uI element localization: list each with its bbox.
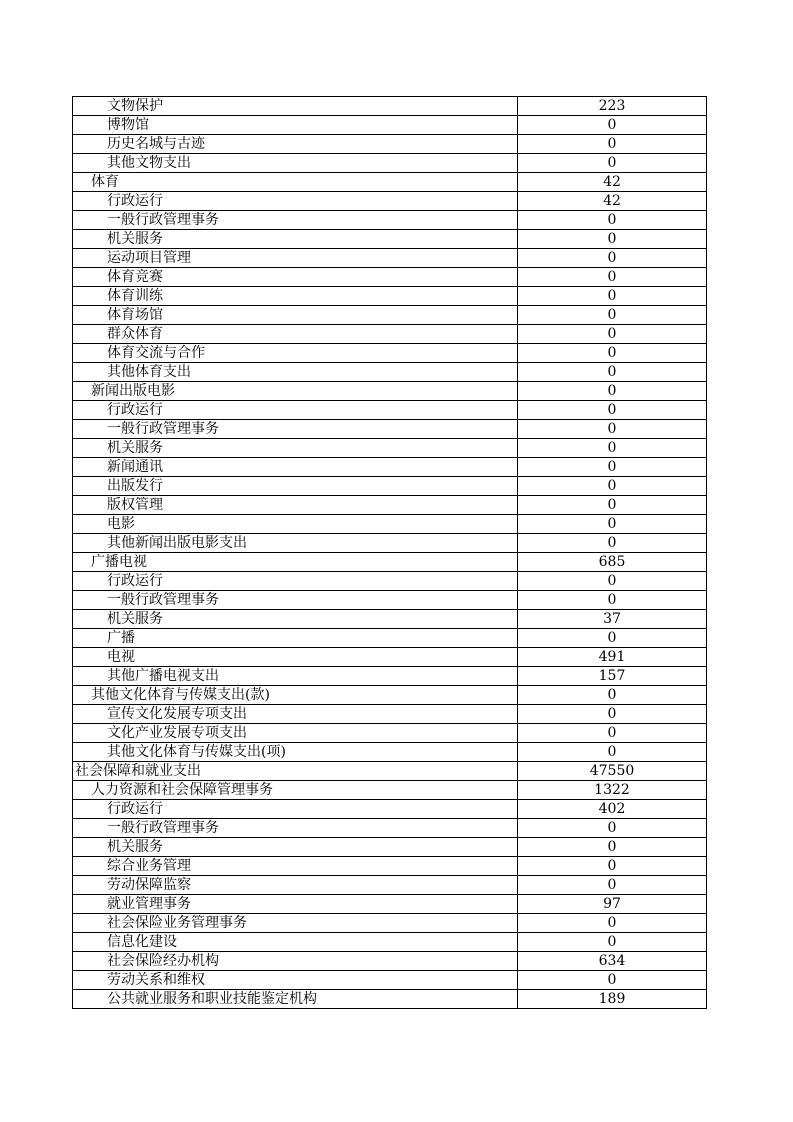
row-item-value: 42 <box>518 173 707 192</box>
table-row <box>73 173 707 192</box>
row-item-value: 491 <box>518 648 707 667</box>
row-item-name: 文物保护 <box>73 97 518 116</box>
row-item-name: 广播 <box>73 629 518 648</box>
row-item-value: 0 <box>518 743 707 762</box>
row-item-value: 0 <box>518 420 707 439</box>
row-item-name: 电影 <box>73 515 518 534</box>
row-item-name: 新闻通讯 <box>73 458 518 477</box>
table-row <box>73 743 707 762</box>
table-row <box>73 648 707 667</box>
row-item-name: 其他文化体育与传媒支出(款) <box>73 686 518 705</box>
row-item-value: 0 <box>518 933 707 952</box>
row-item-value: 47550 <box>518 762 707 781</box>
row-item-value: 0 <box>518 819 707 838</box>
row-item-value: 0 <box>518 135 707 154</box>
table-row <box>73 591 707 610</box>
row-item-value: 0 <box>518 458 707 477</box>
row-item-name: 体育场馆 <box>73 306 518 325</box>
row-item-name: 其他广播电视支出 <box>73 667 518 686</box>
row-item-value: 402 <box>518 800 707 819</box>
row-item-value: 0 <box>518 287 707 306</box>
row-item-value: 0 <box>518 344 707 363</box>
row-item-name: 文化产业发展专项支出 <box>73 724 518 743</box>
row-item-name: 行政运行 <box>73 572 518 591</box>
table-row <box>73 781 707 800</box>
row-item-name: 一般行政管理事务 <box>73 420 518 439</box>
table-row <box>73 306 707 325</box>
table-row <box>73 192 707 211</box>
row-item-name: 社会保障和就业支出 <box>73 762 518 781</box>
row-item-value: 0 <box>518 857 707 876</box>
table-row <box>73 325 707 344</box>
row-item-name: 劳动保障监察 <box>73 876 518 895</box>
table-row <box>73 515 707 534</box>
row-item-name: 一般行政管理事务 <box>73 591 518 610</box>
row-item-value: 0 <box>518 325 707 344</box>
row-item-name: 一般行政管理事务 <box>73 211 518 230</box>
row-item-value: 97 <box>518 895 707 914</box>
row-item-value: 0 <box>518 724 707 743</box>
row-item-name: 体育竞赛 <box>73 268 518 287</box>
table-row <box>73 249 707 268</box>
row-item-value: 0 <box>518 439 707 458</box>
row-item-value: 0 <box>518 154 707 173</box>
table-row <box>73 895 707 914</box>
row-item-name: 行政运行 <box>73 800 518 819</box>
row-item-name: 社会保险经办机构 <box>73 952 518 971</box>
row-item-name: 电视 <box>73 648 518 667</box>
table-row <box>73 857 707 876</box>
row-item-value: 0 <box>518 914 707 933</box>
table-row <box>73 876 707 895</box>
table-row <box>73 838 707 857</box>
table-row <box>73 268 707 287</box>
table-row <box>73 344 707 363</box>
row-item-name: 其他文化体育与传媒支出(项) <box>73 743 518 762</box>
row-item-name: 体育交流与合作 <box>73 344 518 363</box>
row-item-name: 机关服务 <box>73 838 518 857</box>
row-item-name: 机关服务 <box>73 439 518 458</box>
table-row <box>73 230 707 249</box>
row-item-value: 0 <box>518 230 707 249</box>
table-row <box>73 420 707 439</box>
row-item-name: 运动项目管理 <box>73 249 518 268</box>
table-row <box>73 116 707 135</box>
row-item-value: 0 <box>518 705 707 724</box>
table-row <box>73 439 707 458</box>
row-item-name: 综合业务管理 <box>73 857 518 876</box>
table-row <box>73 458 707 477</box>
row-item-value: 0 <box>518 268 707 287</box>
table-row <box>73 971 707 990</box>
row-item-value: 634 <box>518 952 707 971</box>
row-item-name: 历史名城与古迹 <box>73 135 518 154</box>
row-item-value: 0 <box>518 629 707 648</box>
row-item-name: 行政运行 <box>73 192 518 211</box>
row-item-name: 群众体育 <box>73 325 518 344</box>
row-item-value: 0 <box>518 686 707 705</box>
table-row <box>73 667 707 686</box>
row-item-name: 体育训练 <box>73 287 518 306</box>
row-item-value: 0 <box>518 534 707 553</box>
row-item-value: 189 <box>518 990 707 1009</box>
table-row <box>73 211 707 230</box>
row-item-name: 劳动关系和维权 <box>73 971 518 990</box>
table-row <box>73 534 707 553</box>
table-row <box>73 762 707 781</box>
table-row <box>73 952 707 971</box>
table-row <box>73 572 707 591</box>
row-item-name: 版权管理 <box>73 496 518 515</box>
row-item-value: 0 <box>518 401 707 420</box>
row-item-name: 出版发行 <box>73 477 518 496</box>
table-row <box>73 287 707 306</box>
table-row <box>73 686 707 705</box>
row-item-name: 其他新闻出版电影支出 <box>73 534 518 553</box>
table-row <box>73 401 707 420</box>
row-item-name: 公共就业服务和职业技能鉴定机构 <box>73 990 518 1009</box>
row-item-name: 宣传文化发展专项支出 <box>73 705 518 724</box>
table-row <box>73 933 707 952</box>
row-item-value: 0 <box>518 496 707 515</box>
row-item-name: 其他体育支出 <box>73 363 518 382</box>
table-row <box>73 154 707 173</box>
table-row <box>73 382 707 401</box>
table-row <box>73 819 707 838</box>
row-item-value: 37 <box>518 610 707 629</box>
table-body <box>73 97 707 1009</box>
row-item-value: 0 <box>518 211 707 230</box>
table-row <box>73 610 707 629</box>
table-row <box>73 990 707 1009</box>
row-item-name: 就业管理事务 <box>73 895 518 914</box>
row-item-value: 42 <box>518 192 707 211</box>
row-item-name: 广播电视 <box>73 553 518 572</box>
table-row <box>73 705 707 724</box>
row-item-name: 社会保险业务管理事务 <box>73 914 518 933</box>
table-row <box>73 363 707 382</box>
row-item-name: 新闻出版电影 <box>73 382 518 401</box>
row-item-name: 其他文物支出 <box>73 154 518 173</box>
table-row <box>73 97 707 116</box>
row-item-value: 157 <box>518 667 707 686</box>
row-item-value: 0 <box>518 116 707 135</box>
row-item-name: 机关服务 <box>73 610 518 629</box>
row-item-name: 一般行政管理事务 <box>73 819 518 838</box>
row-item-value: 0 <box>518 363 707 382</box>
row-item-value: 0 <box>518 876 707 895</box>
table-row <box>73 135 707 154</box>
row-item-value: 0 <box>518 838 707 857</box>
row-item-value: 0 <box>518 249 707 268</box>
row-item-value: 685 <box>518 553 707 572</box>
table-row <box>73 724 707 743</box>
row-item-value: 0 <box>518 477 707 496</box>
row-item-value: 223 <box>518 97 707 116</box>
table-row <box>73 477 707 496</box>
row-item-name: 博物馆 <box>73 116 518 135</box>
row-item-name: 信息化建设 <box>73 933 518 952</box>
table-row <box>73 800 707 819</box>
row-item-name: 体育 <box>73 173 518 192</box>
row-item-value: 0 <box>518 971 707 990</box>
row-item-value: 0 <box>518 382 707 401</box>
table-row <box>73 553 707 572</box>
row-item-value: 0 <box>518 306 707 325</box>
row-item-name: 行政运行 <box>73 401 518 420</box>
row-item-name: 人力资源和社会保障管理事务 <box>73 781 518 800</box>
table-row <box>73 496 707 515</box>
table-row <box>73 629 707 648</box>
row-item-value: 1322 <box>518 781 707 800</box>
row-item-name: 机关服务 <box>73 230 518 249</box>
table-row <box>73 914 707 933</box>
row-item-value: 0 <box>518 591 707 610</box>
row-item-value: 0 <box>518 515 707 534</box>
expenditure-table <box>72 96 707 1009</box>
row-item-value: 0 <box>518 572 707 591</box>
